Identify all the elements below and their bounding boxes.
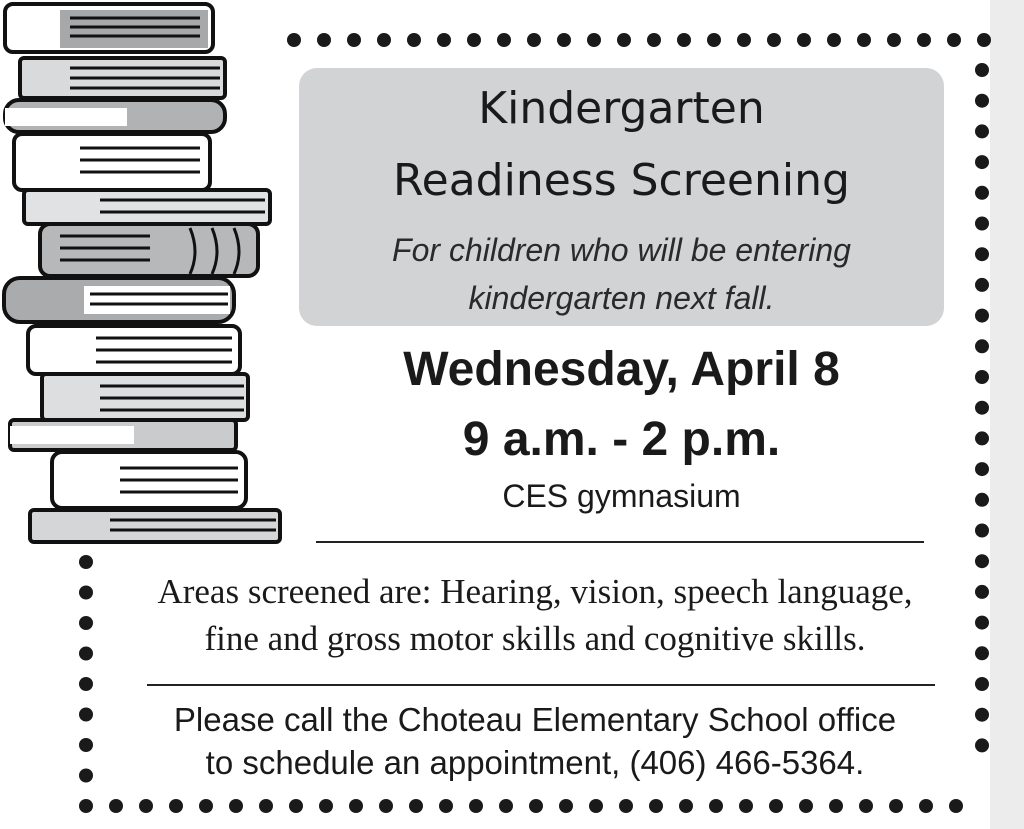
areas-line-1: Areas screened are: Hearing, vision, speech language, (157, 572, 913, 611)
border-dot (79, 647, 93, 661)
border-dot (109, 799, 123, 813)
border-dot (379, 799, 393, 813)
border-dot (975, 616, 989, 630)
border-dot (827, 33, 841, 47)
border-dot (767, 33, 781, 47)
border-dot (407, 33, 421, 47)
border-dot (975, 401, 989, 415)
border-dot (975, 217, 989, 231)
border-dot (975, 646, 989, 660)
border-dot (857, 33, 871, 47)
border-dot (739, 799, 753, 813)
border-dot (79, 708, 93, 722)
event-time: 9 a.m. - 2 p.m. (462, 413, 781, 466)
border-dot (975, 155, 989, 169)
border-dot (975, 431, 989, 445)
border-dot (589, 799, 603, 813)
border-dot (647, 33, 661, 47)
border-dot (79, 555, 93, 569)
border-dot (975, 339, 989, 353)
border-dot (769, 799, 783, 813)
border-dot (527, 33, 541, 47)
border-dot (975, 585, 989, 599)
title-line-1: Kindergarten (478, 83, 765, 134)
border-dot (289, 799, 303, 813)
divider-top (316, 541, 924, 543)
border-dot (975, 186, 989, 200)
border-dot (919, 799, 933, 813)
subtitle-line-2: kindergarten next fall. (468, 280, 775, 316)
border-dot (887, 33, 901, 47)
border-dot (917, 33, 931, 47)
border-dot (975, 94, 989, 108)
border-dot (559, 799, 573, 813)
border-dot (347, 33, 361, 47)
border-dot (259, 799, 273, 813)
border-dot (229, 799, 243, 813)
border-dot (317, 33, 331, 47)
border-dot (497, 33, 511, 47)
border-dot (677, 33, 691, 47)
border-dot (859, 799, 873, 813)
border-dot (709, 799, 723, 813)
divider-bottom (147, 684, 935, 686)
border-dot (799, 799, 813, 813)
border-dot (975, 708, 989, 722)
border-dot (619, 799, 633, 813)
title-line-2: Readiness Screening (393, 155, 850, 206)
contact-line-1: Please call the Choteau Elementary School office (173, 701, 897, 738)
border-dot (737, 33, 751, 47)
border-dot (617, 33, 631, 47)
border-dot (975, 278, 989, 292)
border-dot (557, 33, 571, 47)
border-dot (319, 799, 333, 813)
border-dot (975, 63, 989, 77)
border-dot (437, 33, 451, 47)
border-dot (975, 738, 989, 752)
event-location: CES gymnasium (502, 478, 741, 514)
border-dot (947, 33, 961, 47)
border-dot (797, 33, 811, 47)
border-dot (975, 370, 989, 384)
border-dot (975, 554, 989, 568)
border-dot (79, 616, 93, 630)
border-dot (199, 799, 213, 813)
border-dot (975, 462, 989, 476)
border-dot (889, 799, 903, 813)
border-dot (975, 493, 989, 507)
border-dot (529, 799, 543, 813)
border-dot (649, 799, 663, 813)
border-dot (79, 799, 93, 813)
event-date: Wednesday, April 8 (403, 343, 840, 396)
book-stack-illustration (0, 0, 290, 548)
border-dot (975, 247, 989, 261)
border-dot (169, 799, 183, 813)
contact-line-2: to schedule an appointment, (406) 466-5364. (205, 744, 865, 781)
border-dot (975, 677, 989, 691)
border-dot (949, 799, 963, 813)
border-dot (467, 33, 481, 47)
border-dot (975, 524, 989, 538)
border-dot (975, 309, 989, 323)
border-dot (79, 586, 93, 600)
border-dot (349, 799, 363, 813)
border-dot (409, 799, 423, 813)
border-dot (679, 799, 693, 813)
border-dot (829, 799, 843, 813)
border-dot (499, 799, 513, 813)
border-dot (587, 33, 601, 47)
border-dot (139, 799, 153, 813)
border-dot (469, 799, 483, 813)
areas-line-2: fine and gross motor skills and cognitive skills. (204, 619, 866, 658)
border-dot (975, 124, 989, 138)
subtitle-line-1: For children who will be entering (392, 232, 851, 268)
border-dot (79, 769, 93, 783)
border-dot (79, 738, 93, 752)
border-dot (439, 799, 453, 813)
border-dot (79, 677, 93, 691)
border-dot (707, 33, 721, 47)
border-dot (977, 33, 991, 47)
border-dot (377, 33, 391, 47)
